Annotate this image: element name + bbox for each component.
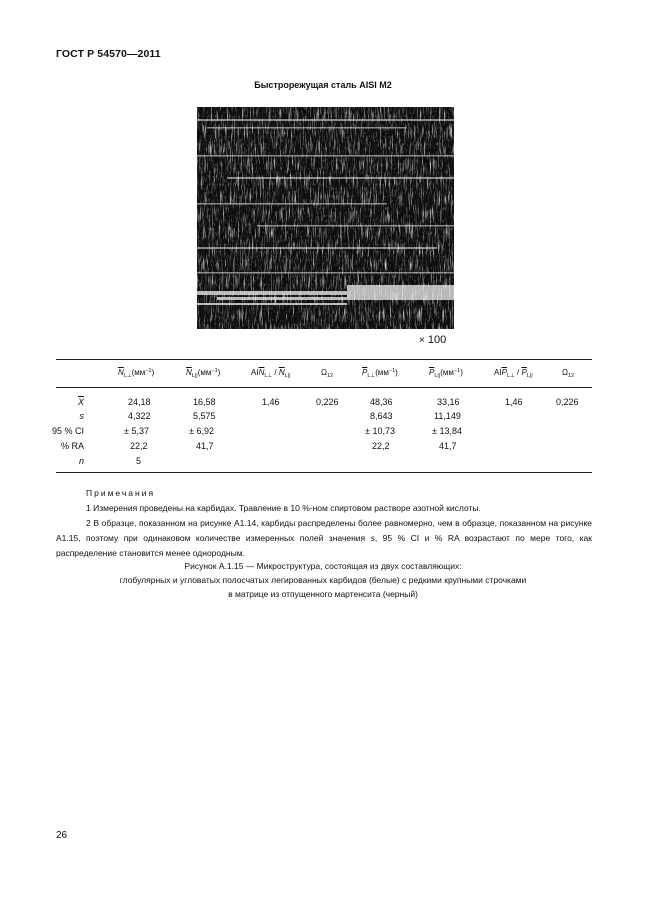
table-cell: 1,46	[505, 397, 523, 407]
table-cell: 41,7	[196, 441, 214, 451]
table-top-rule	[56, 359, 592, 360]
magnification-label	[419, 334, 446, 346]
col-header-ai-p: $AI\overline{P}_{L\perp} / \overline{P}_{L||}$	[494, 368, 533, 379]
col-header-n-par: $\overline{N}_{L||}(мм^{-1})$	[186, 368, 221, 379]
table-cell: 41,7	[439, 441, 457, 451]
note-1: 1 Измерения проведены на карбидах. Травление в 10 %-ном спиртовом растворе азотной кислоты.	[86, 503, 481, 513]
caption-line-2: глобулярных и угловатых полосчатых легированных карбидов (белые) с редкими крупными строчками	[119, 575, 527, 585]
figure-title: Быстрорежущая сталь AISI M2	[254, 80, 392, 90]
table-cell: 8,643	[370, 411, 393, 421]
notes-title: Примечания	[86, 488, 156, 498]
document-header: ГОСТ Р 54570—2011	[56, 48, 161, 60]
col-header-ai-n: $AI\overline{N}_{L\perp} / \overline{N}_{L||}$	[251, 368, 291, 379]
table-cell: 48,36	[370, 397, 393, 407]
col-header-omega-p: $\Omega_{12}$	[562, 368, 575, 379]
col-header-p-par: $\overline{P}_{L||}(мм^{-1})$	[429, 368, 463, 379]
table-cell: 33,16	[437, 397, 460, 407]
table-cell: 22,2	[130, 441, 148, 451]
table-cell: 5,575	[193, 411, 216, 421]
table-cell: 1,46	[262, 397, 280, 407]
micrograph-image	[197, 107, 454, 329]
notes-block	[56, 486, 592, 561]
row-label-ci: 95 % CI	[51, 426, 84, 436]
caption-line-1: Рисунок А.1.15 — Микроструктура, состоящая из двух составляющих:	[184, 561, 462, 571]
table-cell: 11,149	[434, 411, 461, 421]
table-cell: 4,322	[128, 411, 151, 421]
table-cell: 0,226	[316, 397, 339, 407]
row-label-n: n	[78, 456, 84, 466]
table-cell: 5	[136, 456, 142, 466]
note-2: 2 В образце, показанном на рисунке А1.14, карбиды распределены более равномерно, чем в образце, показанном на рисунке А1.15, поэтому при одинаковом количестве измеренных полей значения s, 95 % CI и % RA возрастают по мере того, как распределение становится менее однородным.	[56, 518, 592, 558]
page-number: 26	[56, 830, 68, 841]
table-cell: ± 5,37	[124, 426, 149, 436]
row-label-s: s	[79, 411, 84, 421]
table-bottom-rule	[56, 472, 592, 473]
figure-caption	[0, 559, 646, 601]
col-header-p-perp: $\overline{P}_{L\perp}(мм^{-1})$	[362, 368, 398, 379]
table-cell: 24,18	[128, 397, 151, 407]
table-header-rule	[56, 387, 592, 388]
table-cell: 22,2	[372, 441, 390, 451]
row-label-ra: % RA	[60, 441, 84, 451]
col-header-n-perp: $\overline{N}_{L\perp}(мм^{-1})$	[118, 368, 155, 379]
table-cell: 0,226	[556, 397, 579, 407]
table-cell: ± 6,92	[189, 426, 214, 436]
row-label-mean: $\overline{X}$	[77, 397, 84, 407]
multiply-sign: ×	[419, 335, 425, 346]
col-header-omega-n: $\Omega_{12}$	[321, 368, 334, 379]
table-cell: ± 10,73	[365, 426, 395, 436]
magnification-value: 100	[427, 334, 447, 346]
caption-line-3: в матрице из отпущенного мартенсита (черный)	[228, 589, 418, 599]
table-cell: ± 13,84	[432, 426, 462, 436]
table-cell: 16,58	[193, 397, 216, 407]
